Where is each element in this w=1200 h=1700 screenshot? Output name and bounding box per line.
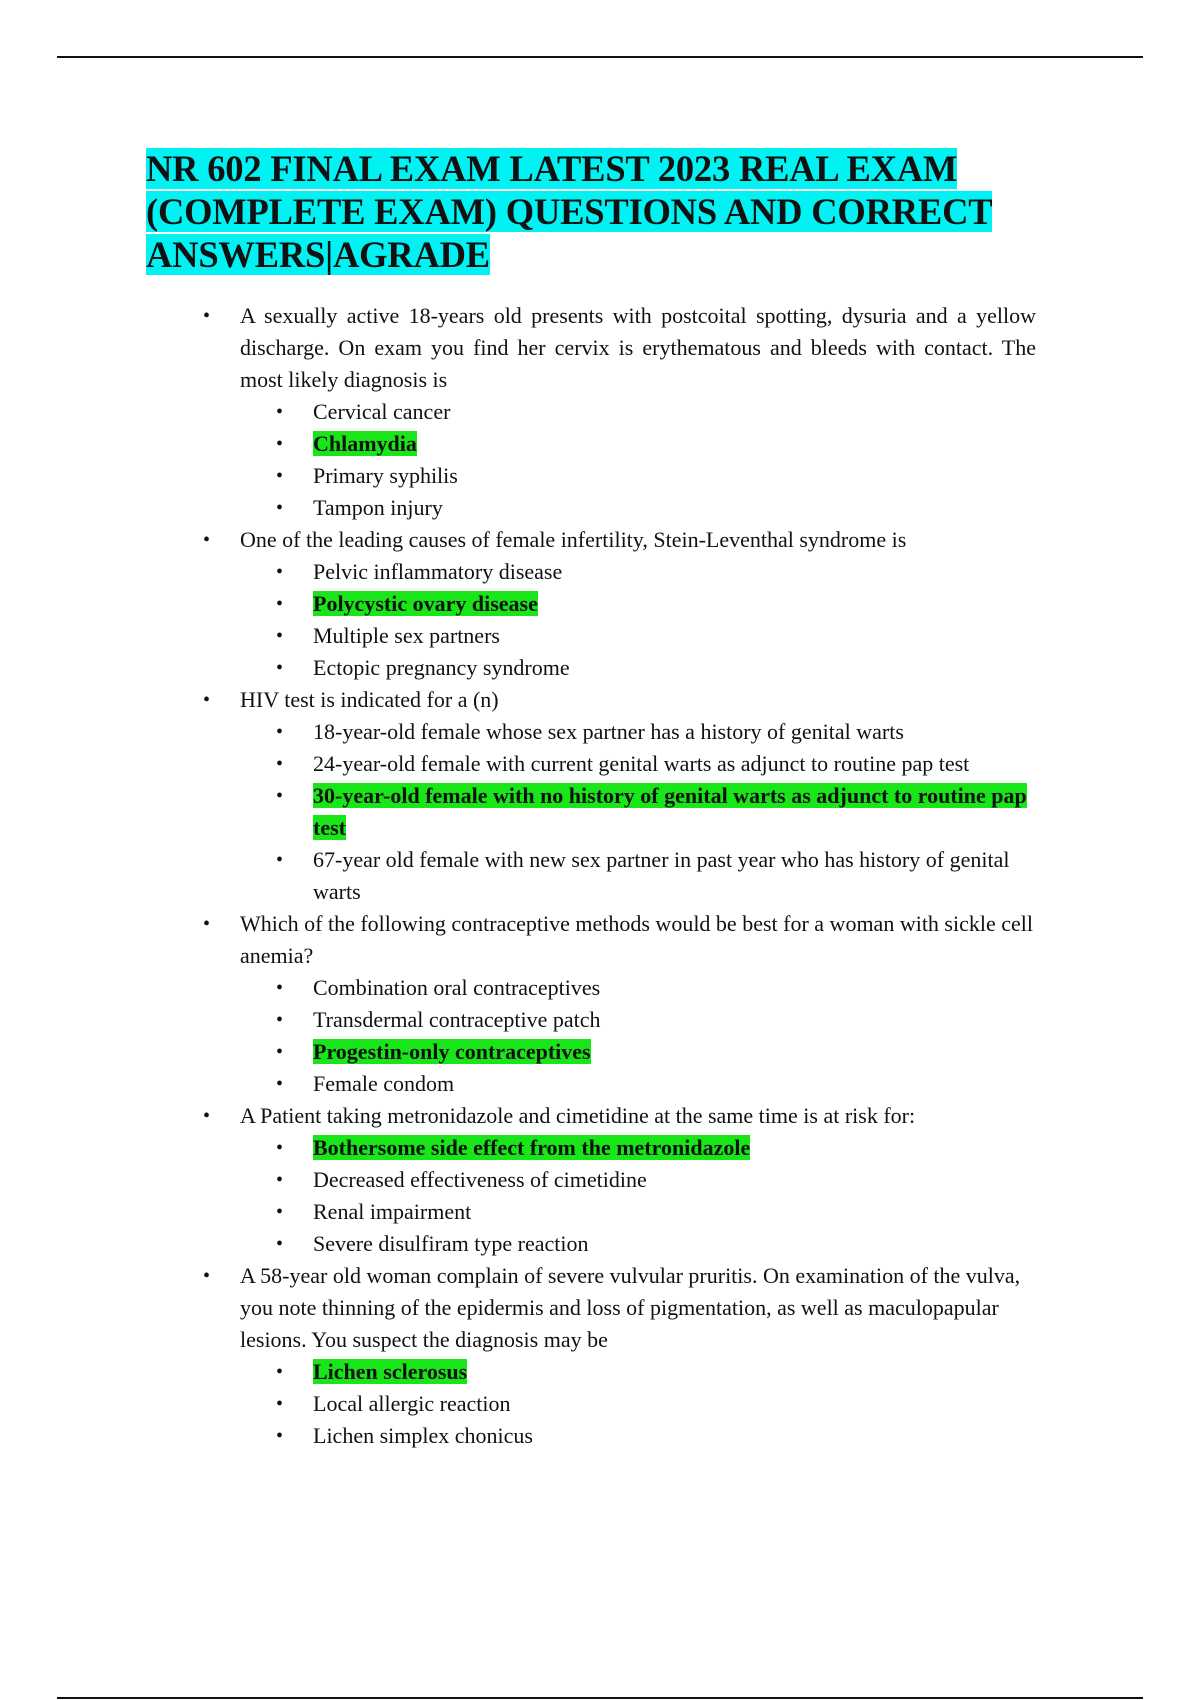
- bullet-icon: •: [276, 753, 284, 775]
- question-text: A 58-year old woman complain of severe vulvular pruritis. On examination of the vulva, you note thinning of the epidermis and loss of pigmentation, as well as maculopapular lesions. You suspect the diagnosis may be: [240, 1263, 1021, 1352]
- question-item: [0, 300, 1200, 524]
- answer-option: [0, 620, 1200, 652]
- bottom-rule: [57, 1697, 1143, 1699]
- bullet-icon: •: [276, 1361, 284, 1383]
- option-label: Lichen simplex chonicus: [313, 1423, 533, 1448]
- question-list: [0, 300, 1200, 1452]
- option-text: [313, 1420, 1053, 1452]
- answer-option-correct: [0, 1132, 1200, 1164]
- option-label: 67-year old female with new sex partner in past year who has history of genital warts: [313, 847, 1010, 904]
- bullet-icon: •: [276, 977, 284, 999]
- answer-option: [0, 1388, 1200, 1420]
- option-label: Local allergic reaction: [313, 1391, 511, 1416]
- option-text: [313, 652, 1053, 684]
- question-item: [0, 1260, 1200, 1452]
- answer-option: [0, 460, 1200, 492]
- option-text: [313, 716, 1053, 748]
- option-label: Tampon injury: [313, 495, 443, 520]
- option-label: Renal impairment: [313, 1199, 472, 1224]
- option-text: [313, 620, 1053, 652]
- option-text: [313, 1132, 1053, 1164]
- option-label: Transdermal contraceptive patch: [313, 1007, 601, 1032]
- answer-option-correct: [0, 588, 1200, 620]
- bullet-icon: •: [276, 1009, 284, 1031]
- title-line: ANSWERS|AGRADE: [146, 234, 490, 275]
- correct-answer-highlight: Polycystic ovary disease: [313, 591, 538, 616]
- question-text: A sexually active 18-years old presents with postcoital spotting, dysuria and a yellow discharge. On exam you find her cervix is erythematous and bleeds with contact. The most likely diagnosis is: [240, 303, 1036, 392]
- bullet-icon: •: [276, 849, 284, 871]
- correct-answer-highlight: 30-year-old female with no history of genital warts as adjunct to routine pap test: [313, 783, 1027, 840]
- correct-answer-highlight: Lichen sclerosus: [313, 1359, 468, 1384]
- bullet-icon: •: [203, 689, 211, 711]
- answer-option: [0, 748, 1200, 780]
- correct-answer-highlight: Chlamydia: [313, 431, 417, 456]
- option-label: 18-year-old female whose sex partner has a history of genital warts: [313, 719, 904, 744]
- question-text: A Patient taking metronidazole and cimetidine at the same time is at risk for:: [240, 1103, 916, 1128]
- option-text: [313, 1388, 1053, 1420]
- answer-option-correct: [0, 1036, 1200, 1068]
- answer-options: [0, 972, 1200, 1100]
- option-text: [313, 460, 1053, 492]
- answer-option: [0, 1164, 1200, 1196]
- answer-option: [0, 1228, 1200, 1260]
- answer-options: [0, 556, 1200, 684]
- correct-answer-highlight: Bothersome side effect from the metronidazole: [313, 1135, 751, 1160]
- answer-option: [0, 1004, 1200, 1036]
- option-label: Severe disulfiram type reaction: [313, 1231, 589, 1256]
- bullet-icon: •: [203, 1265, 211, 1287]
- answer-option: [0, 1196, 1200, 1228]
- option-text: [313, 972, 1053, 1004]
- bullet-icon: •: [276, 657, 284, 679]
- bullet-icon: •: [276, 497, 284, 519]
- answer-options: [0, 396, 1200, 524]
- option-label: Decreased effectiveness of cimetidine: [313, 1167, 647, 1192]
- bullet-icon: •: [276, 1073, 284, 1095]
- bullet-icon: •: [203, 305, 211, 327]
- option-label: 24-year-old female with current genital warts as adjunct to routine pap test: [313, 751, 970, 776]
- option-label: Primary syphilis: [313, 463, 458, 488]
- option-label: Ectopic pregnancy syndrome: [313, 655, 570, 680]
- option-text: [313, 1036, 1053, 1068]
- question-item: [0, 908, 1200, 1100]
- question-item: [0, 524, 1200, 684]
- answer-option: [0, 652, 1200, 684]
- option-label: Female condom: [313, 1071, 455, 1096]
- answer-option: [0, 716, 1200, 748]
- bullet-icon: •: [276, 1233, 284, 1255]
- bullet-icon: •: [276, 721, 284, 743]
- question-text: Which of the following contraceptive methods would be best for a woman with sickle cell anemia?: [240, 911, 1033, 968]
- bullet-icon: •: [276, 465, 284, 487]
- bullet-icon: •: [276, 785, 284, 807]
- answer-option: [0, 844, 1200, 908]
- bullet-icon: •: [276, 1169, 284, 1191]
- option-text: [313, 556, 1053, 588]
- answer-option: [0, 492, 1200, 524]
- answer-option: [0, 396, 1200, 428]
- option-label: Combination oral contraceptives: [313, 975, 601, 1000]
- bullet-icon: •: [276, 433, 284, 455]
- answer-option-correct: [0, 1356, 1200, 1388]
- option-label: Multiple sex partners: [313, 623, 500, 648]
- answer-option-correct: [0, 428, 1200, 460]
- option-text: [313, 1164, 1053, 1196]
- bullet-icon: •: [203, 529, 211, 551]
- question-text: HIV test is indicated for a (n): [240, 687, 499, 712]
- answer-option-correct: [0, 780, 1200, 844]
- answer-option: [0, 556, 1200, 588]
- answer-options: [0, 1356, 1200, 1452]
- bullet-icon: •: [203, 913, 211, 935]
- bullet-icon: •: [276, 1425, 284, 1447]
- answer-option: [0, 1420, 1200, 1452]
- bullet-icon: •: [203, 1105, 211, 1127]
- question-item: [0, 1100, 1200, 1260]
- option-label: Cervical cancer: [313, 399, 451, 424]
- bullet-icon: •: [276, 1137, 284, 1159]
- option-label: Pelvic inflammatory disease: [313, 559, 563, 584]
- bullet-icon: •: [276, 561, 284, 583]
- option-text: [313, 1196, 1053, 1228]
- answer-option: [0, 972, 1200, 1004]
- answer-options: [0, 1132, 1200, 1260]
- question-item: [0, 684, 1200, 908]
- option-text: [313, 396, 1053, 428]
- top-rule: [57, 56, 1143, 58]
- title-line: (COMPLETE EXAM) QUESTIONS AND CORRECT: [146, 191, 993, 232]
- option-text: [313, 748, 1053, 780]
- option-text: [313, 588, 1053, 620]
- option-text: [313, 1068, 1053, 1100]
- question-text: One of the leading causes of female infertility, Stein-Leventhal syndrome is: [240, 527, 907, 552]
- bullet-icon: •: [276, 593, 284, 615]
- answer-option: [0, 1068, 1200, 1100]
- option-text: [313, 844, 1053, 908]
- bullet-icon: •: [276, 1201, 284, 1223]
- bullet-icon: •: [276, 1041, 284, 1063]
- option-text: [313, 1004, 1053, 1036]
- bullet-icon: •: [276, 401, 284, 423]
- correct-answer-highlight: Progestin-only contraceptives: [313, 1039, 591, 1064]
- option-text: [313, 1228, 1053, 1260]
- bullet-icon: •: [276, 1393, 284, 1415]
- option-text: [313, 492, 1053, 524]
- bullet-icon: •: [276, 625, 284, 647]
- option-text: [313, 780, 1053, 844]
- answer-options: [0, 716, 1200, 908]
- document-title: [146, 147, 1046, 276]
- option-text: [313, 1356, 1053, 1388]
- option-text: [313, 428, 1053, 460]
- title-line: NR 602 FINAL EXAM LATEST 2023 REAL EXAM: [146, 148, 958, 189]
